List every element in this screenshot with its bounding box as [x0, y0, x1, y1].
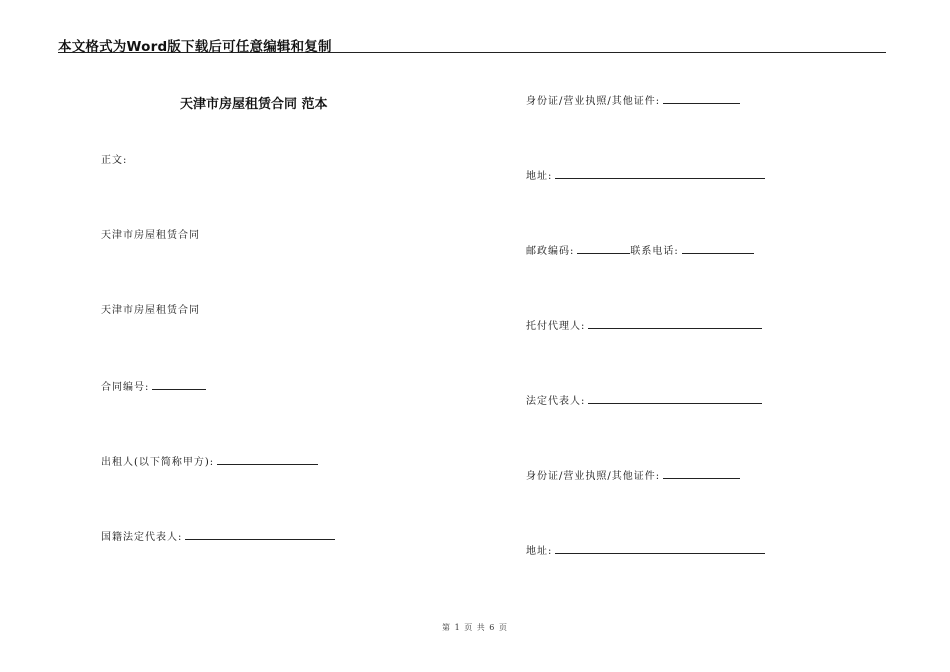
address-field-1[interactable]	[555, 168, 765, 179]
contract-heading-1: 天津市房屋租赁合同	[101, 230, 200, 241]
address-row-1	[526, 168, 765, 184]
id-row-2	[526, 468, 740, 484]
contract-number-label: 合同编号:	[101, 382, 150, 393]
address-label-1: 地址:	[526, 171, 553, 182]
id-field-1[interactable]	[663, 93, 740, 104]
contract-number-field[interactable]	[152, 379, 206, 390]
legal-rep-field[interactable]	[588, 393, 762, 404]
postcode-field[interactable]	[577, 243, 630, 254]
nationality-rep-field[interactable]	[185, 529, 335, 540]
lessor-field[interactable]	[217, 454, 318, 465]
id-label-1: 身份证/营业执照/其他证件:	[526, 96, 661, 107]
phone-field[interactable]	[682, 243, 754, 254]
id-row-1	[526, 93, 740, 109]
contract-number-row	[101, 379, 206, 395]
address-label-2: 地址:	[526, 546, 553, 557]
page-footer: 第 1 页 共 6 页	[442, 623, 508, 632]
contract-heading-2: 天津市房屋租赁合同	[101, 305, 200, 316]
postcode-label: 邮政编码:	[526, 246, 575, 257]
id-field-2[interactable]	[663, 468, 740, 479]
agent-field[interactable]	[588, 318, 762, 329]
agent-row	[526, 318, 762, 334]
phone-label: 联系电话:	[630, 246, 679, 257]
lessor-label: 出租人(以下简称甲方):	[101, 457, 215, 468]
agent-label: 托付代理人:	[526, 321, 586, 332]
legal-rep-row	[526, 393, 762, 409]
page-header-title: 本文格式为Word版下载后可任意编辑和复制	[58, 39, 332, 55]
document-title: 天津市房屋租赁合同 范本	[180, 97, 328, 112]
address-row-2	[526, 543, 765, 559]
lessor-row	[101, 454, 318, 470]
address-field-2[interactable]	[555, 543, 765, 554]
nationality-rep-row	[101, 529, 335, 545]
nationality-rep-label: 国籍法定代表人:	[101, 532, 183, 543]
body-label: 正文:	[101, 155, 128, 166]
legal-rep-label: 法定代表人:	[526, 396, 586, 407]
postcode-phone-row	[526, 243, 754, 259]
header-divider	[58, 52, 886, 53]
id-label-2: 身份证/营业执照/其他证件:	[526, 471, 661, 482]
